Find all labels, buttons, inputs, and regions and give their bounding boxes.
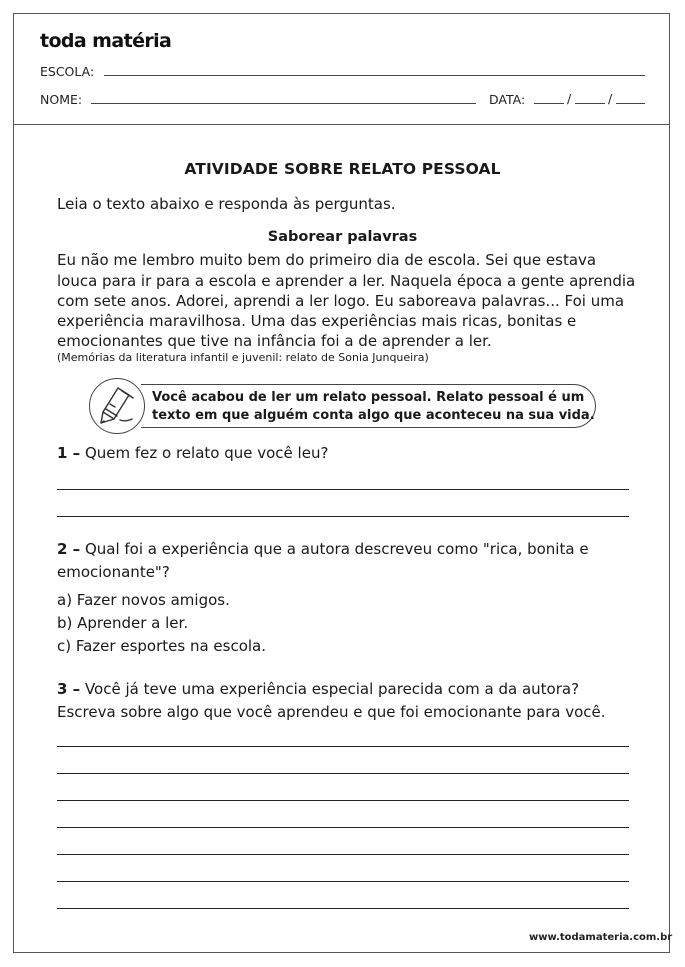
question-2	[57, 540, 589, 558]
question-text: Qual foi a experiência que a autora descreveu como "rica, bonita e	[84, 540, 589, 558]
story-title: Saborear palavras	[267, 229, 418, 245]
date-label: DATA:	[489, 92, 526, 107]
date-day-field[interactable]	[534, 103, 564, 104]
story-source: (Memórias da literatura infantil e juvenil: relato de Sonia Junqueira)	[57, 351, 429, 364]
answer-line[interactable]	[57, 881, 629, 882]
note-text	[152, 389, 595, 425]
answer-line[interactable]	[57, 854, 629, 855]
question-number: 3 –	[57, 680, 81, 698]
story-line: emocionantes que tive na infância foi a de aprender a ler.	[57, 332, 492, 350]
date-separator: /	[567, 91, 572, 106]
school-field[interactable]	[104, 75, 645, 76]
option-a[interactable]: a) Fazer novos amigos.	[57, 591, 230, 609]
date-separator: /	[608, 91, 613, 106]
story-line: com sete anos. Adorei, aprendi a ler logo. Eu saboreava palavras... Foi uma	[57, 292, 625, 310]
question-text: Você já teve uma experiência especial parecida com a da autora?	[84, 680, 580, 698]
question-3-continued: Escreva sobre algo que você aprendeu e que foi emocionante para você.	[57, 703, 606, 721]
answer-line[interactable]	[57, 800, 629, 801]
school-label: ESCOLA:	[40, 64, 95, 79]
answer-line[interactable]	[57, 773, 629, 774]
activity-title: ATIVIDADE SOBRE RELATO PESSOAL	[184, 160, 501, 178]
question-2-continued: emocionante"?	[57, 563, 170, 581]
answer-line[interactable]	[57, 489, 629, 490]
question-1	[57, 444, 328, 462]
header-divider	[13, 124, 670, 125]
answer-line[interactable]	[57, 827, 629, 828]
story-line: experiência maravilhosa. Uma das experiências mais ricas, bonitas e	[57, 312, 577, 330]
option-c[interactable]: c) Fazer esportes na escola.	[57, 637, 267, 655]
story-line: louca para ir para a escola e aprender a ler. Naquela época a gente aprendia	[57, 272, 636, 290]
answer-line[interactable]	[57, 908, 629, 909]
answer-line[interactable]	[57, 746, 629, 747]
note-line: texto em que alguém conta algo que aconteceu na sua vida.	[152, 408, 595, 423]
date-year-field[interactable]	[616, 103, 645, 104]
name-field[interactable]	[91, 103, 476, 104]
name-label: NOME:	[40, 92, 83, 107]
date-month-field[interactable]	[575, 103, 605, 104]
story-line: Eu não me lembro muito bem do primeiro dia de escola. Sei que estava	[57, 251, 597, 269]
answer-line[interactable]	[57, 516, 629, 517]
brand-logo: toda matéria	[40, 30, 172, 52]
question-text: Quem fez o relato que você leu?	[84, 444, 329, 462]
question-number: 1 –	[57, 444, 81, 462]
instruction-text: Leia o texto abaixo e responda às perguntas.	[57, 195, 396, 213]
worksheet-frame	[13, 13, 673, 953]
question-3	[57, 680, 579, 698]
question-number: 2 –	[57, 540, 81, 558]
option-b[interactable]: b) Aprender a ler.	[57, 614, 189, 632]
pencil-icon	[96, 383, 140, 429]
note-line: Você acabou de ler um relato pessoal. Relato pessoal é um	[152, 390, 585, 405]
footer-url[interactable]: www.todamateria.com.br	[529, 932, 673, 943]
